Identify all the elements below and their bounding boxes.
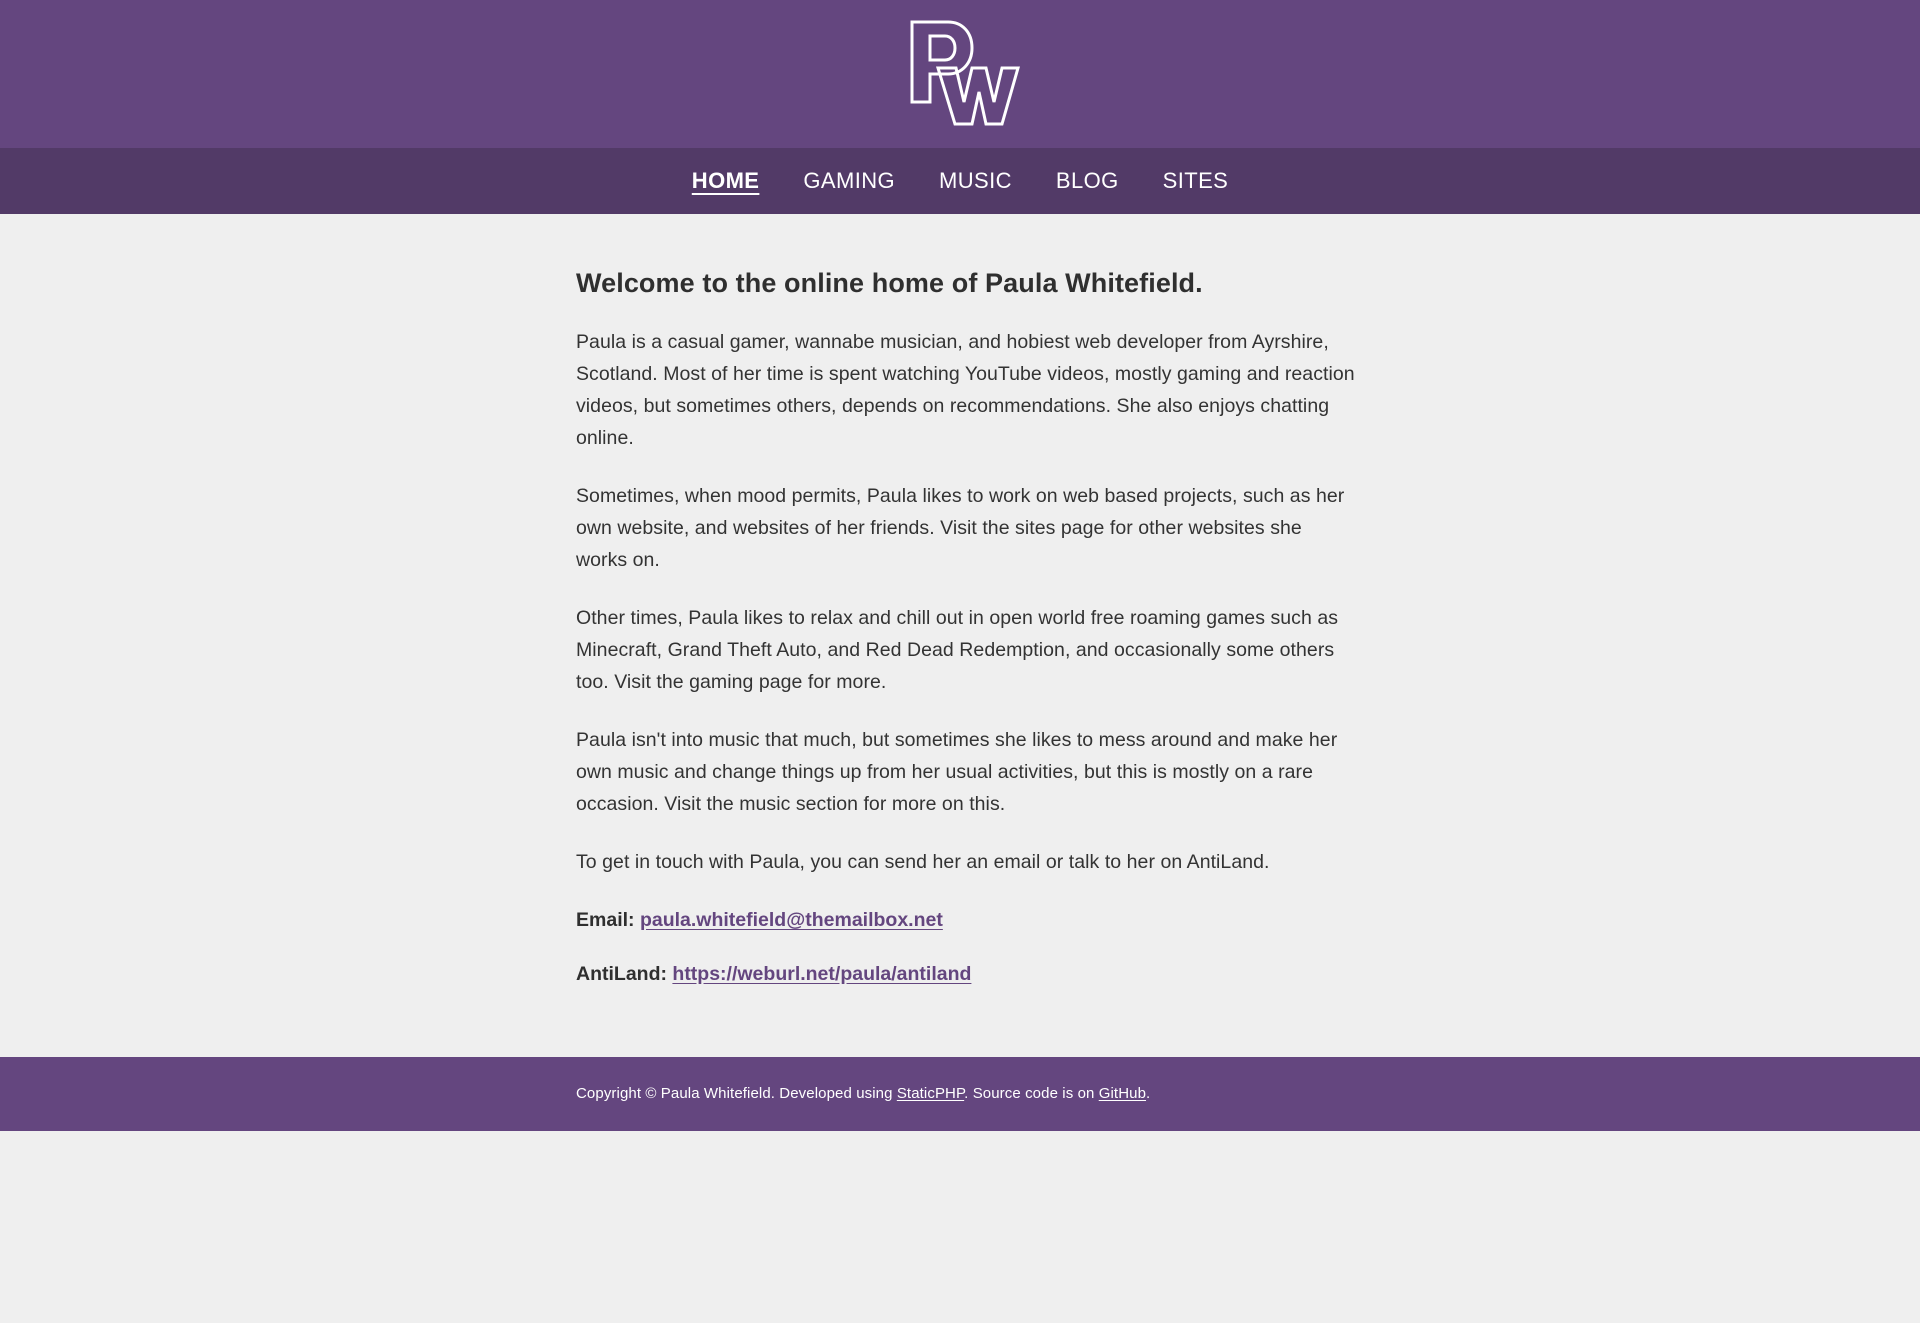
nav-item-gaming[interactable]: GAMING (803, 168, 896, 193)
nav-item-music[interactable]: MUSIC (939, 168, 1012, 193)
contact-antiland-link[interactable]: https://weburl.net/paula/antiland (672, 962, 972, 985)
footer-copyright (576, 1085, 1356, 1102)
contact-antiland-label: AntiLand: (576, 962, 667, 985)
footer-link-github[interactable]: GitHub (1098, 1085, 1147, 1103)
contact-email-label: Email: (576, 908, 635, 931)
nav-item-home[interactable]: HOME (691, 168, 760, 193)
contact-email-link[interactable]: paula.whitefield@themailbox.net (639, 908, 943, 931)
contact-antiland-row (576, 959, 1356, 991)
contact-email-row (576, 905, 1356, 937)
footer-text-middle: . Source code is on (964, 1085, 1099, 1103)
music-paragraph: Paula isn't into music that much, but sometimes she likes to mess around and make her own music and change things up from her usual activities, but this is mostly on a rare occasion. Visit the music section for more on this. (576, 728, 1338, 815)
page-title: Welcome to the online home of Paula Whitefield. (576, 268, 1203, 298)
footer-link-staticphp[interactable]: StaticPHP (896, 1085, 965, 1103)
nav-item-blog[interactable]: BLOG (1055, 168, 1119, 193)
footer-text-before: Copyright © Paula Whitefield. Developed using (576, 1085, 897, 1103)
intro-paragraph: Paula is a casual gamer, wannabe musician, and hobiest web developer from Ayrshire, Scotland. Most of her time is spent watching YouTube videos, mostly gaming and reaction videos, but sometimes others, depends on recommendations. She also enjoys chatting online. (576, 331, 1355, 449)
site-footer (0, 1057, 1920, 1131)
main-navigation (0, 148, 1920, 214)
projects-paragraph: Sometimes, when mood permits, Paula likes to work on web based projects, such as her own website, and websites of her friends. Visit the sites page for other websites she works on. (576, 484, 1345, 571)
pw-monogram-logo[interactable] (900, 16, 1020, 132)
contact-intro-paragraph: To get in touch with Paula, you can send her an email or talk to her on AntiLand. (576, 850, 1270, 873)
gaming-paragraph: Other times, Paula likes to relax and chill out in open world free roaming games such as Minecraft, Grand Theft Auto, and Red Dead Redemption, and occasionally some others too. Visit the gaming page for more. (576, 606, 1339, 693)
page-bottom-spacer (0, 1131, 1920, 1323)
nav-item-sites[interactable]: SITES (1162, 168, 1229, 193)
main-content (0, 214, 1920, 1057)
footer-text-after: . (1146, 1085, 1151, 1103)
site-header (0, 0, 1920, 148)
